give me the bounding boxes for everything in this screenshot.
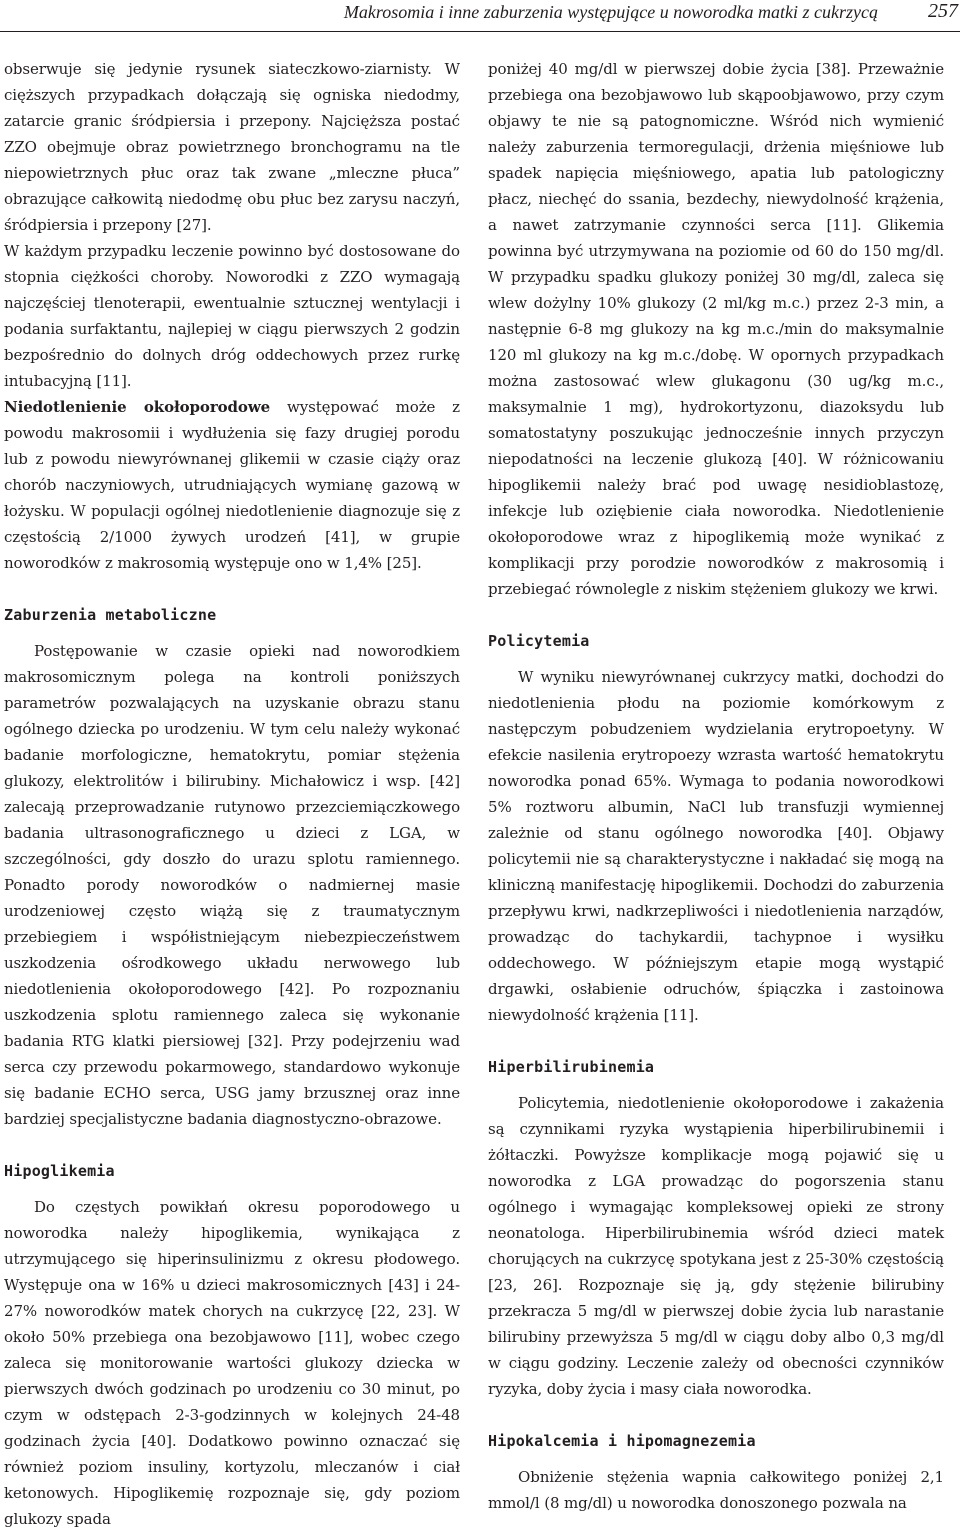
page-number: 257	[928, 0, 958, 22]
paragraph-perinatal-hypoxia	[4, 394, 460, 576]
paragraph-hypocalcemia: Obniżenie stężenia wapnia całkowitego poniżej 2,1 mmol/l (8 mg/dl) u noworodka donoszonego pozwala na	[488, 1468, 944, 1512]
running-header	[0, 0, 960, 32]
paragraph-zzo-radiology: obserwuje się jedynie rysunek siateczkowo-ziarnisty. W cięższych przypadkach dołączają się ogniska niedodmy, zatarcie granic śródpiersia i przepony. Najcięższa postać ZZO obejmuje obraz powietrznego bronchogramu na tle niepowietrznych płuc oraz tak zwane „mleczne płuca” obrazujące całkowitą niedodmę obu płuc bez zarysu naczyń, śródpiersia i przepony [27].	[4, 60, 460, 234]
section-heading-metabolic: Zaburzenia metaboliczne	[4, 606, 217, 624]
paragraph-hypoglycemia: Do częstych powikłań okresu poporodowego u noworodka należy hipoglikemia, wynikająca z utrzymującego się hiperinsulinizmu z okresu płodowego. Występuje ona w 16% u dzieci makrosomicznych [43] i 24-27% noworodków matek chorych na cukrzycę [22, 23]. W około 50% przebiega ona bezobjawowo [11], wobec czego zaleca się monitorowanie wartości glukozy dziecka w pierwszych dwóch godzinach po urodzeniu co 30 minut, po czym w odstępach 2-3-godzinnych w kolejnych 24-48 godzinach życia [40]. Dodatkowo powinno oznaczać się również poziom insuliny, kortyzolu, mleczanów i ciał ketonowych. Hipoglikemię rozpoznaje się, gdy poziom glukozy spada	[4, 1198, 460, 1528]
section-heading-hypoglycemia: Hipoglikemia	[4, 1162, 115, 1180]
right-column	[488, 56, 944, 1516]
paragraph-zzo-treatment: W każdym przypadku leczenie powinno być dostosowane do stopnia ciężkości choroby. Noworodki z ZZO wymagają najczęściej tlenoterapii, ewentualnie sztucznej wentylacji i podania surfaktantu, najlepiej w ciągu pierwszych 2 godzin bezpośrednio do dolnych dróg oddechowych przez rurkę intubacyjną [11].	[4, 242, 460, 390]
left-column	[4, 56, 460, 1532]
paragraph-body: występować może z powodu makrosomii i wydłużenia się fazy drugiej porodu lub z powodu niewyrównanej glikemii w czasie ciąży oraz chorób naczyniowych, utrudniających wymianę gazową w łożysku. W populacji ogólnej niedotlenienie diagnozuje się z częstością 2/1000 żywych urodzeń [41], w grupie noworodków z makrosomią występuje ono w 1,4% [25].	[4, 398, 460, 572]
paragraph-polycythemia: W wyniku niewyrównanej cukrzycy matki, dochodzi do niedotlenienia płodu na poziomie komórkowym z następczym pobudzeniem wydzielania erytropoetyny. W efekcie nasilenia erytropoezy wzrasta wartość hematokrytu noworodka ponad 65%. Wymaga to podania noworodkowi 5% roztworu albumin, NaCl lub transfuzji wymiennej zależnie od stanu ogólnego noworodka [40]. Objawy policytemii nie są charakterystyczne i nakładać się mogą na kliniczną manifestację hipoglikemii. Dochodzi do zaburzenia przepływu krwi, nadkrzepliwości i niedotlenienia narządów, prowadząc do tachykardii, tachypnoe i wysiłku oddechowego. W późniejszym etapie mogą wystąpić drgawki, osłabienie odruchów, śpiączka i zastoinowa niewydolność krążenia [11].	[488, 668, 944, 1024]
section-heading-hypocalcemia: Hipokalcemia i hipomagnezemia	[488, 1432, 756, 1450]
paragraph-hyperbilirubinemia: Policytemia, niedotlenienie okołoporodowe i zakażenia są czynnikami ryzyka wystąpienia hiperbilirubinemii i żółtaczki. Powyższe komplikacje mogą pojawić się u noworodka z LGA prowadząc do pogorszenia stanu ogólnego i wymagając kompleksowej opieki ze strony neonatologa. Hiperbilirubinemia wśród dzieci matek chorujących na cukrzycę spotykana jest z 25-30% częstością [23, 26]. Rozpoznaje się ją, gdy stężenie bilirubiny przekracza 5 mg/dl w pierwszej dobie życia lub narastanie bilirubiny przewyższa 5 mg/dl w ciągu doby albo 0,3 mg/dl w ciągu godziny. Leczenie zależy od obecności czynników ryzyka, doby życia i masy ciała noworodka.	[488, 1094, 944, 1398]
paragraph-metabolic: Postępowanie w czasie opieki nad noworodkiem makrosomicznym polega na kontroli poniższych parametrów pozwalających na uzyskanie obrazu stanu ogólnego dziecka po urodzeniu. W tym celu należy wykonać badanie morfologiczne, hematokrytu, pomiar stężenia glukozy, elektrolitów i bilirubiny. Michałowicz i wsp. [42] zalecają przeprowadzanie rutynowo przezciemiączkowego badania ultrasonograficznego u dzieci z LGA, w szczególności, gdy doszło do urazu splotu ramiennego. Ponadto porody noworodków o nadmiernej masie urodzeniowej często wiążą się z traumatycznym przebiegiem i współistniejącym niebezpieczeństwem uszkodzenia ośrodkowego układu nerwowego lub niedotlenienia okołoporodowego [42]. Po rozpoznaniu uszkodzenia splotu ramiennego zaleca się wykonanie badania RTG klatki piersiowej [32]. Przy podejrzeniu wad serca czy przewodu pokarmowego, standardowo wykonuje się badanie ECHO serca, USG jamy brzusznej oraz inne bardziej specjalistyczne badania diagnostyczno-obrazowe.	[4, 642, 460, 1128]
section-heading-hyperbilirubinemia: Hiperbilirubinemia	[488, 1058, 655, 1076]
paragraph-lead-term: Niedotlenienie okołoporodowe	[4, 398, 271, 416]
paragraph-hypoglycemia-continued: poniżej 40 mg/dl w pierwszej dobie życia [38]. Przeważnie przebiega ona bezobjawowo lub skąpoobjawowo, przy czym objawy te nie są patognomiczne. Wśród nich wymienić należy zaburzenia termoregulacji, drżenia mięśniowe lub spadek napięcia mięśniowego, apatia lub patologiczny płacz, niechęć do ssania, bezdechy, niewydolność krążenia, a nawet zatrzymanie czynności serca [11]. Glikemia powinna być utrzymywana na poziomie od 60 do 150 mg/dl. W przypadku spadku glukozy poniżej 30 mg/dl, zaleca się wlew dożylny 10% glukozy (2 ml/kg m.c.) przez 2-3 min, a następnie 6-8 mg glukozy na kg m.c./min do maksymalnie 120 ml glukozy na kg m.c./dobę. W opornych przypadkach można zastosować wlew glukagonu (30 ug/kg m.c., maksymalnie 1 mg), hydrokortyzonu, diazoksydu lub somatostatyny poszukując jednocześnie innych przyczyn niepodatności na leczenie glukozą [40]. W różnicowaniu hipoglikemii należy brać pod uwagę nesidioblastozę, infekcje lub oziębienie ciała noworodka. Niedotlenienie okołoporodowe wraz z hipoglikemią może wynikać z komplikacji przy porodzie noworodków z makrosomią i przebiegać równolegle z niskim stężeniem glukozy we krwi.	[488, 60, 944, 598]
running-title: Makrosomia i inne zaburzenia występujące u noworodka matki z cukrzycą	[343, 2, 878, 22]
section-heading-polycythemia: Policytemia	[488, 632, 590, 650]
